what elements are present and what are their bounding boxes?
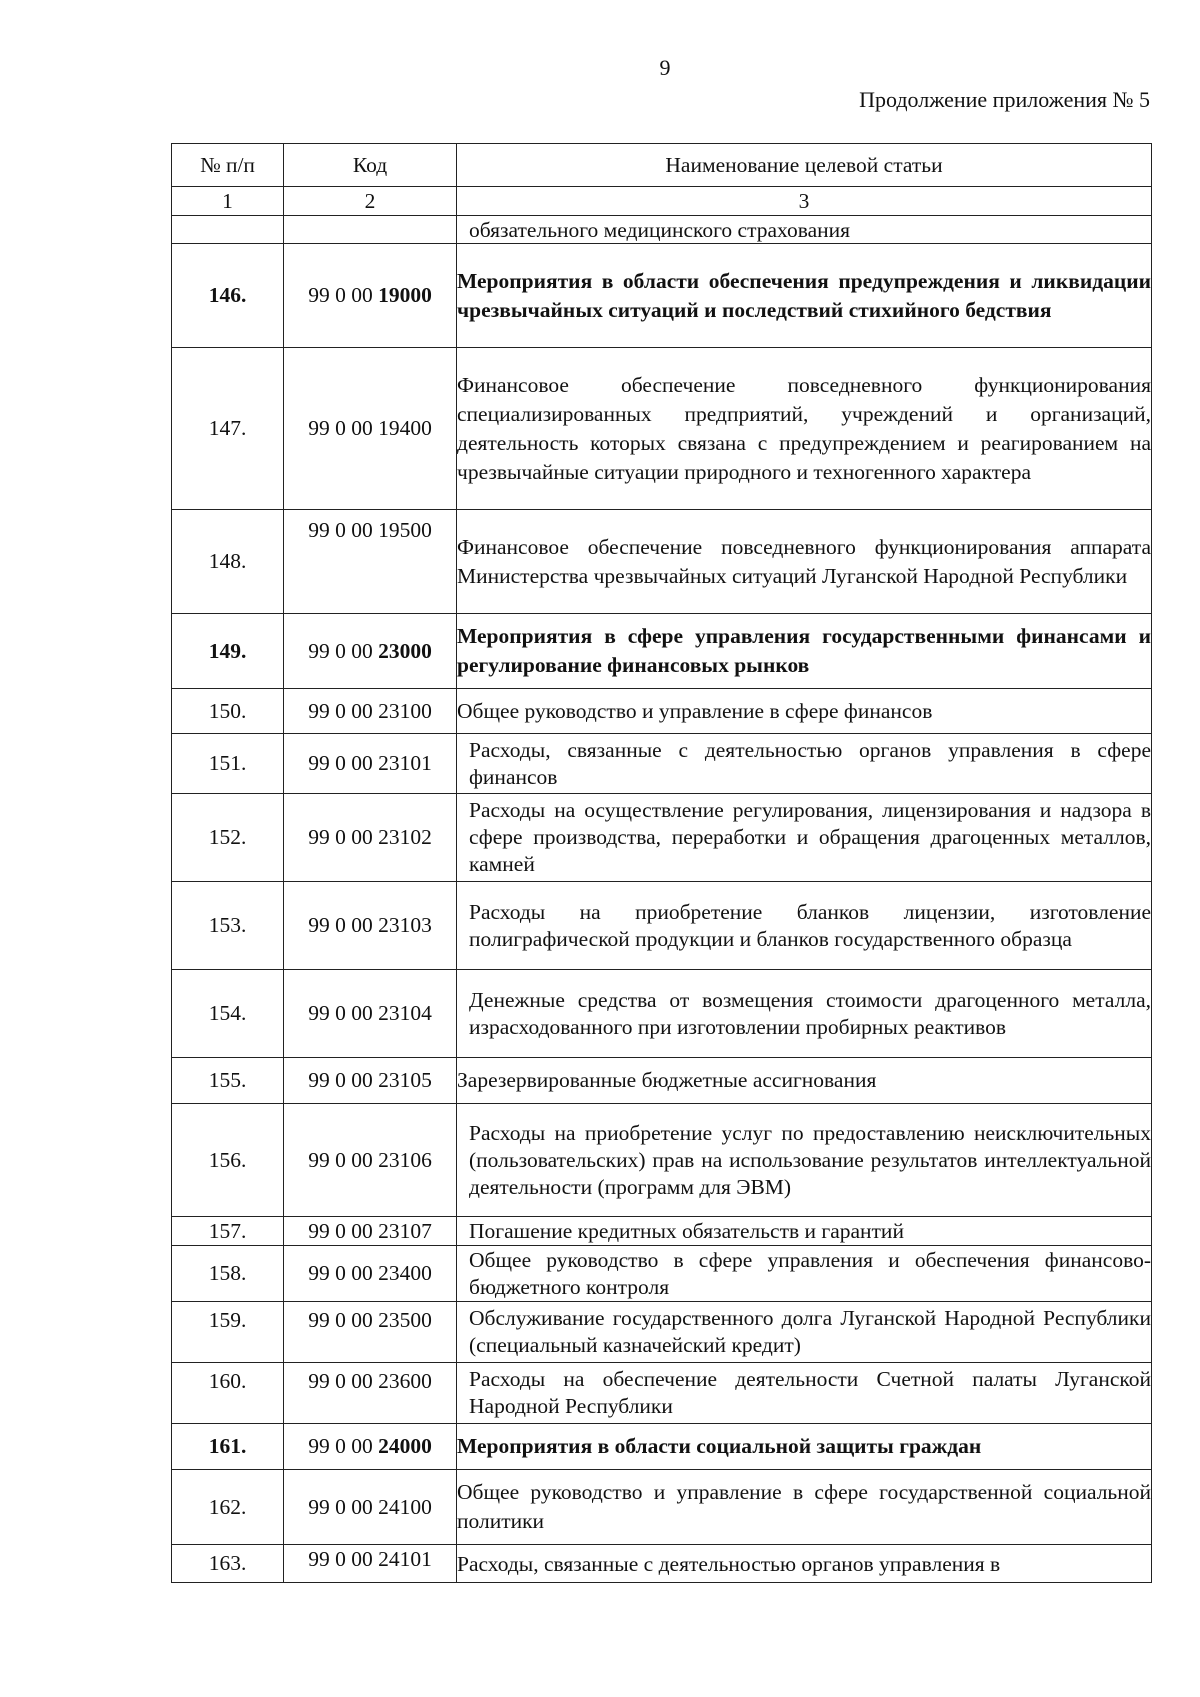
table-row [172, 1104, 1152, 1217]
row-name: Мероприятия в области обеспечения предупреждения и ликвидации чрезвычайных ситуаций и последствий стихийного бедствия [457, 244, 1152, 348]
continuation-row [172, 216, 1152, 244]
row-number: 146. [172, 244, 284, 348]
table-row [172, 689, 1152, 734]
row-name: Расходы на обеспечение деятельности Счетной палаты Луганской Народной Республики [457, 1363, 1152, 1424]
row-code: 99 0 00 23104 [284, 970, 457, 1058]
row-number: 159. [172, 1302, 284, 1363]
row-number: 160. [172, 1363, 284, 1424]
row-number: 147. [172, 348, 284, 510]
row-name: Расходы, связанные с деятельностью органов управления в сфере финансов [457, 734, 1152, 794]
table-row [172, 1363, 1152, 1424]
table-row [172, 970, 1152, 1058]
header-name: Наименование целевой статьи [457, 144, 1152, 187]
row-number: 161. [172, 1424, 284, 1470]
table-row [172, 348, 1152, 510]
table-row [172, 734, 1152, 794]
row-number: 162. [172, 1470, 284, 1545]
table-row [172, 1302, 1152, 1363]
row-name: Мероприятия в области социальной защиты граждан [457, 1424, 1152, 1470]
table-row [172, 510, 1152, 614]
column-index-2: 2 [284, 187, 457, 216]
row-number: 151. [172, 734, 284, 794]
row-code: 99 0 00 19500 [284, 510, 457, 614]
row-name: Денежные средства от возмещения стоимости драгоценного металла, израсходованного при изготовлении пробирных реактивов [457, 970, 1152, 1058]
row-code: 99 0 00 23102 [284, 794, 457, 882]
row-number: 150. [172, 689, 284, 734]
table-row [172, 1058, 1152, 1104]
row-code: 99 0 00 24101 [284, 1545, 457, 1583]
row-code: 99 0 00 23103 [284, 882, 457, 970]
row-name: Общее руководство и управление в сфере финансов [457, 689, 1152, 734]
row-code: 99 0 00 23400 [284, 1246, 457, 1302]
row-name: Общее руководство в сфере управления и обеспечения финансово-бюджетного контроля [457, 1246, 1152, 1302]
column-index-1: 1 [172, 187, 284, 216]
row-name: Финансовое обеспечение повседневного функционирования аппарата Министерства чрезвычайных ситуаций Луганской Народной Республики [457, 510, 1152, 614]
row-name: Общее руководство и управление в сфере государственной социальной политики [457, 1470, 1152, 1545]
table-row [172, 1246, 1152, 1302]
row-code: 99 0 00 23106 [284, 1104, 457, 1217]
row-number: 157. [172, 1217, 284, 1246]
page-number: 9 [659, 55, 671, 80]
table-row [172, 1424, 1152, 1470]
row-name: Расходы на приобретение бланков лицензии, изготовление полиграфической продукции и бланков государственного образца [457, 882, 1152, 970]
row-number: 155. [172, 1058, 284, 1104]
row-name: Расходы на осуществление регулирования, лицензирования и надзора в сфере производства, переработки и обращения драгоценных металлов, камней [457, 794, 1152, 882]
row-code: 99 0 00 23500 [284, 1302, 457, 1363]
row-code: 99 0 00 24100 [284, 1470, 457, 1545]
row-code: 99 0 00 23105 [284, 1058, 457, 1104]
row-name: Мероприятия в сфере управления государственными финансами и регулирование финансовых рынков [457, 614, 1152, 689]
row-name: Финансовое обеспечение повседневного функционирования специализированных предприятий, учреждений и организаций, деятельность которых связана с предупреждением и реагированием на чрезвычайные ситуации природного и техногенного характера [457, 348, 1152, 510]
row-name: Расходы на приобретение услуг по предоставлению неисключительных (пользовательских) прав на использование результатов интеллектуальной деятельности (программ для ЭВМ) [457, 1104, 1152, 1217]
row-name: Обслуживание государственного долга Луганской Народной Республики (специальный казначейский кредит) [457, 1302, 1152, 1363]
row-code: 99 0 00 19000 [284, 244, 457, 348]
row-code: 99 0 00 23101 [284, 734, 457, 794]
row-number: 153. [172, 882, 284, 970]
row-number: 163. [172, 1545, 284, 1583]
budget-table [171, 143, 1152, 1583]
table-header-row [172, 144, 1152, 187]
row-code: 99 0 00 23600 [284, 1363, 457, 1424]
row-number: 149. [172, 614, 284, 689]
row-name: Погашение кредитных обязательств и гарантий [457, 1217, 1152, 1246]
row-number: 156. [172, 1104, 284, 1217]
row-code: 99 0 00 23107 [284, 1217, 457, 1246]
row-number: 148. [172, 510, 284, 614]
table-row [172, 1470, 1152, 1545]
table-row [172, 1217, 1152, 1246]
row-number: 152. [172, 794, 284, 882]
table-row [172, 794, 1152, 882]
row-number: 158. [172, 1246, 284, 1302]
table-row [172, 1545, 1152, 1583]
table-row [172, 614, 1152, 689]
row-code: 99 0 00 19400 [284, 348, 457, 510]
row-name: Расходы, связанные с деятельностью органов управления в [457, 1545, 1152, 1583]
row-name: Зарезервированные бюджетные ассигнования [457, 1058, 1152, 1104]
row-code: 99 0 00 24000 [284, 1424, 457, 1470]
column-index-3: 3 [457, 187, 1152, 216]
row-number: 154. [172, 970, 284, 1058]
table-row [172, 244, 1152, 348]
header-number: № п/п [172, 144, 284, 187]
column-index-row [172, 187, 1152, 216]
table-row [172, 882, 1152, 970]
header-code: Код [284, 144, 457, 187]
row-code: 99 0 00 23100 [284, 689, 457, 734]
appendix-note: Продолжение приложения № 5 [859, 87, 1150, 112]
continuation-text: обязательного медицинского страхования [457, 216, 1152, 244]
row-code: 99 0 00 23000 [284, 614, 457, 689]
